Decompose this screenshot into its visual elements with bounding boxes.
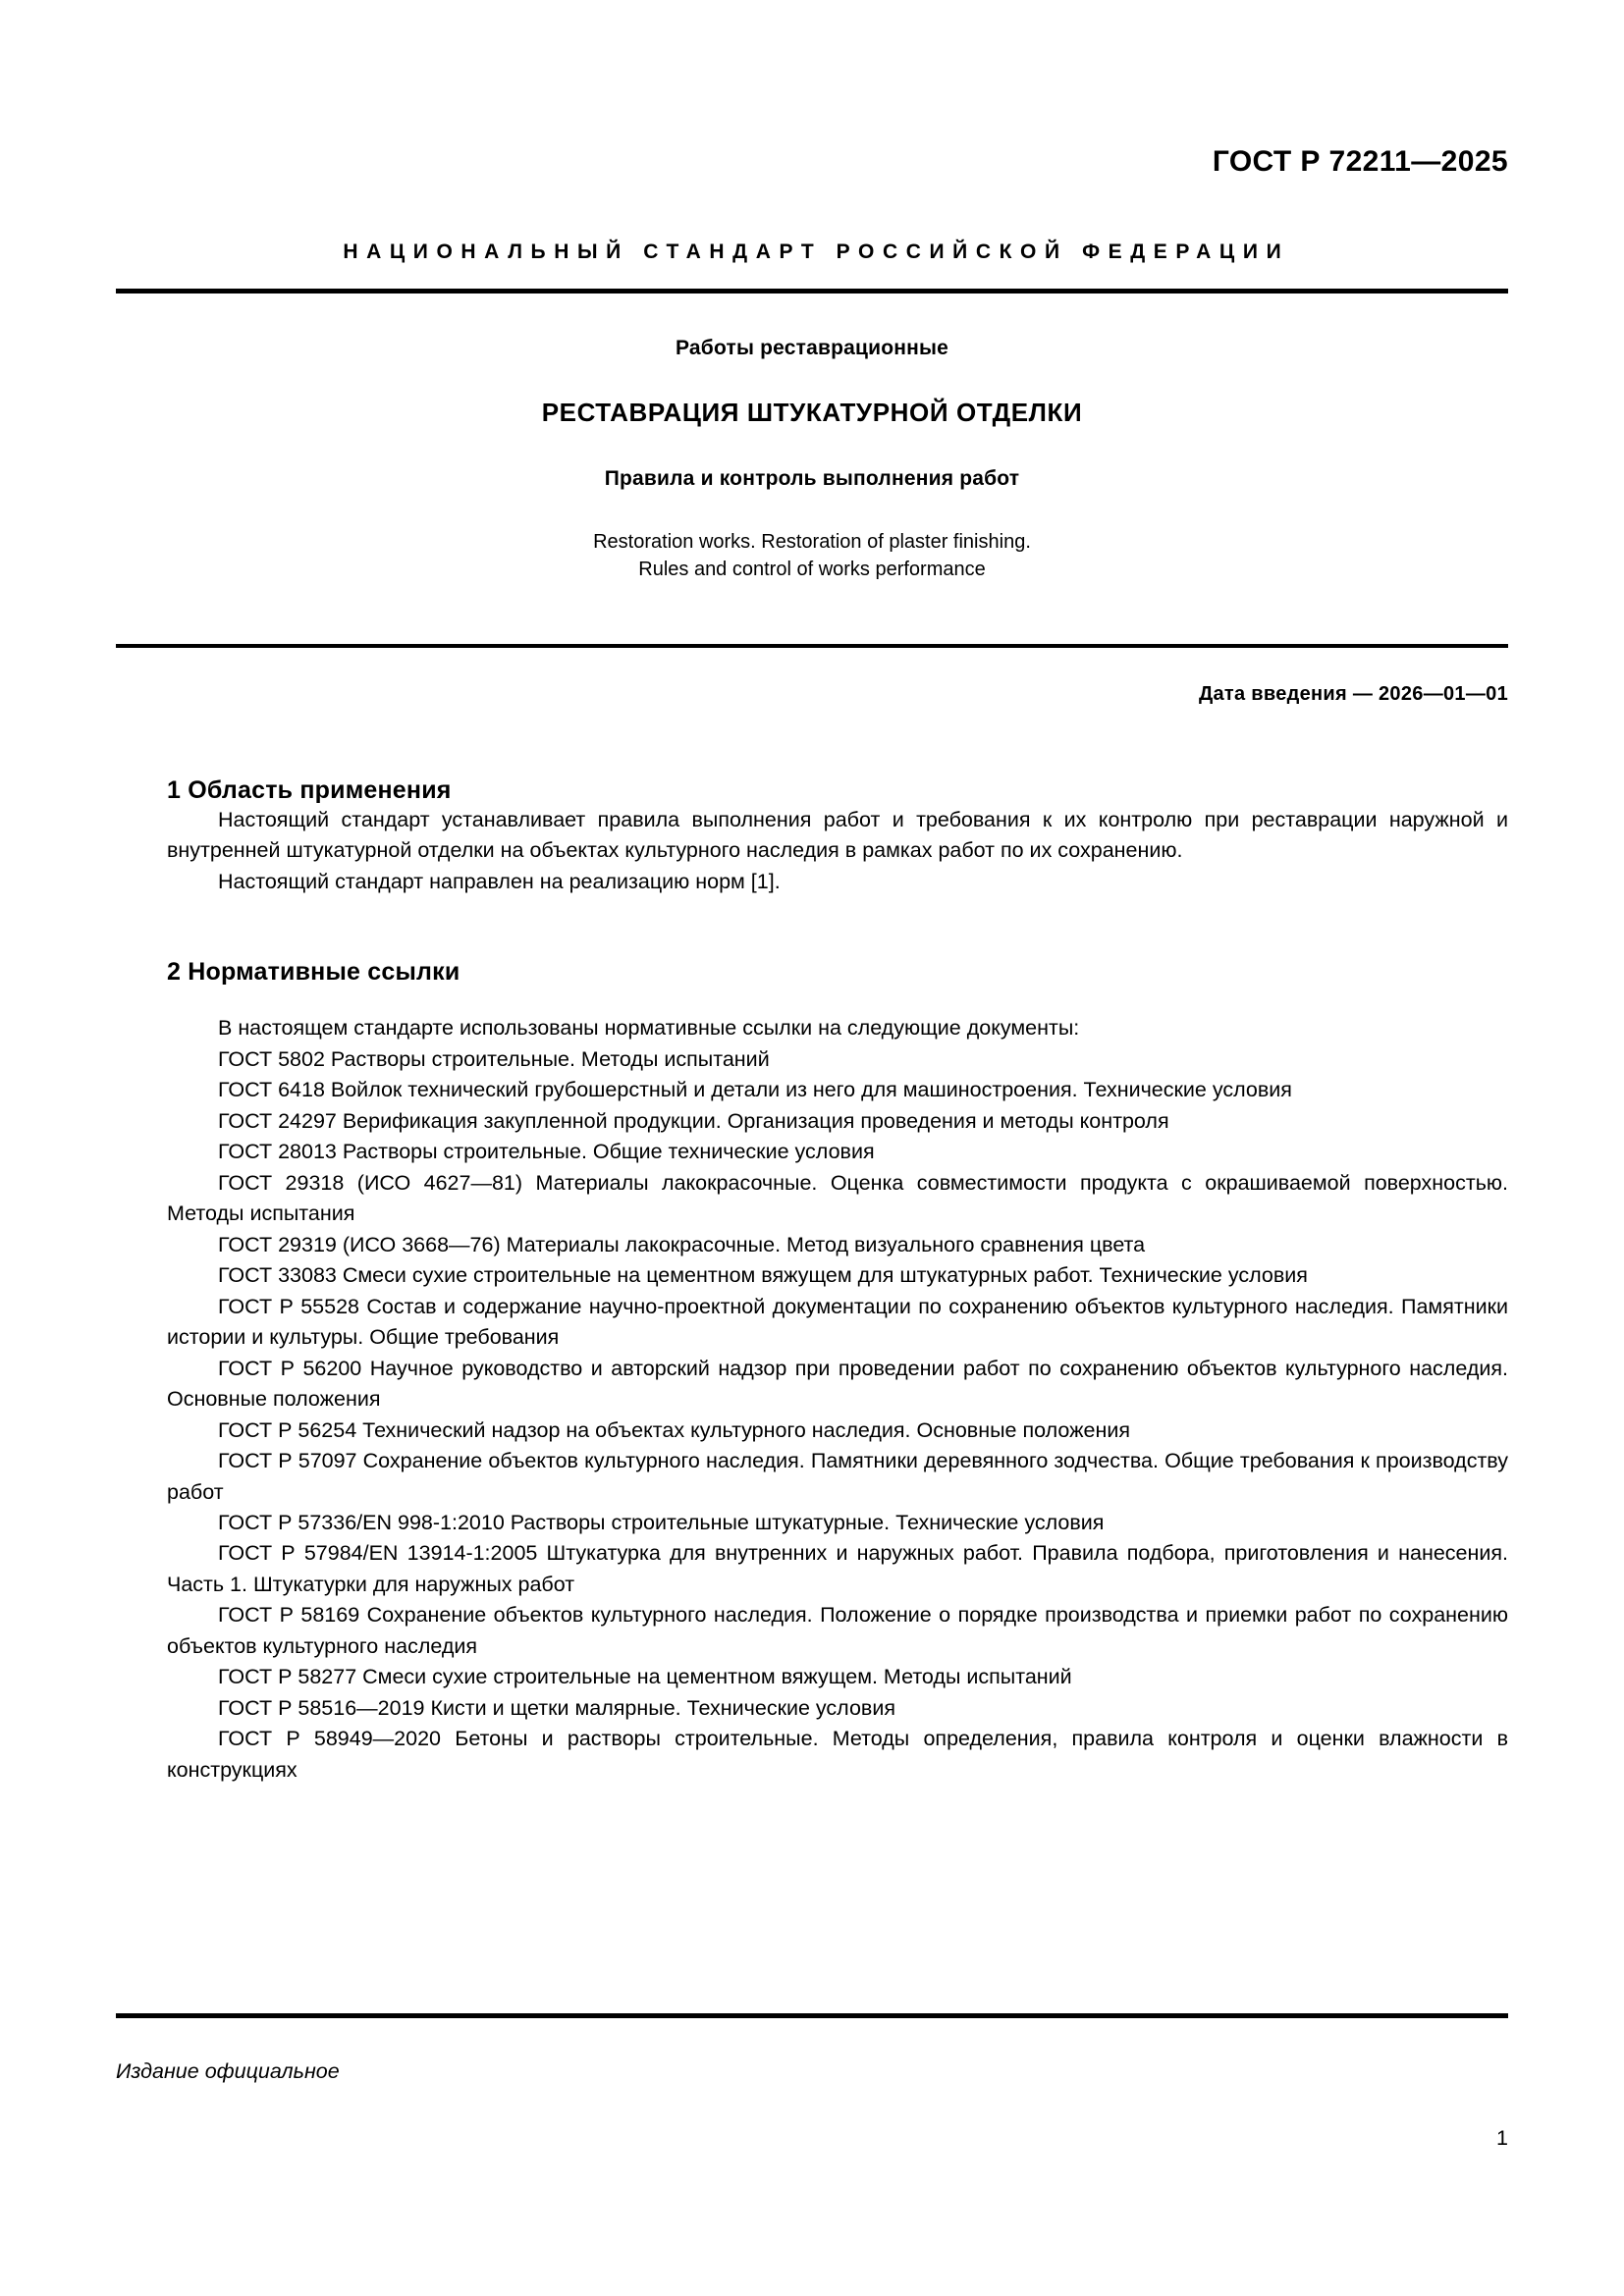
reference-item: ГОСТ Р 58277 Смеси сухие строительные на цементном вяжущем. Методы испытаний xyxy=(218,1665,1072,1689)
reference-item: ГОСТ 29318 (ИСО 4627—81) Материалы лакокрасочные. Оценка совместимости продукта с окрашиваемой поверхностью. Методы испытания xyxy=(167,1170,1508,1226)
reference-item: ГОСТ Р 58169 Сохранение объектов культурного наследия. Положение о порядке производства и приемки работ по сохранению объектов культурного наследия xyxy=(167,1603,1508,1658)
page-content xyxy=(116,0,1508,2296)
section-1-paragraph-1: Настоящий стандарт устанавливает правила выполнения работ и требования к их контролю при реставрации наружной и внутренней штукатурной отделки на объектах культурного наследия в рамках работ по их сохранению. xyxy=(167,807,1508,863)
reference-item: ГОСТ Р 57336/EN 998-1:2010 Растворы строительные штукатурные. Технические условия xyxy=(218,1510,1105,1534)
title-english-line-2: Rules and control of works performance xyxy=(638,559,986,581)
reference-item: ГОСТ Р 57097 Сохранение объектов культурного наследия. Памятники деревянного зодчества. Общие требования к производству работ xyxy=(167,1449,1508,1504)
standard-number: ГОСТ Р 72211—2025 xyxy=(1212,145,1508,178)
reference-item: ГОСТ 6418 Войлок технический грубошерстный и детали из него для машиностроения. Технические условия xyxy=(218,1078,1292,1102)
title-english-line-1: Restoration works. Restoration of plaster finishing. xyxy=(593,531,1031,553)
reference-item: ГОСТ Р 56254 Технический надзор на объектах культурного наследия. Основные положения xyxy=(218,1417,1130,1442)
reference-item: ГОСТ 28013 Растворы строительные. Общие технические условия xyxy=(218,1140,875,1164)
footer-rule xyxy=(116,2013,1508,2018)
section-2-lead: В настоящем стандарте использованы нормативные ссылки на следующие документы: xyxy=(218,1016,1080,1041)
reference-item: ГОСТ 24297 Верификация закупленной продукции. Организация проведения и методы контроля xyxy=(218,1108,1169,1133)
section-1-heading: 1 Область применения xyxy=(167,775,452,804)
page-number: 1 xyxy=(1496,2126,1508,2150)
section-1 xyxy=(116,776,1508,897)
introduction-date: Дата введения — 2026—01—01 xyxy=(1198,682,1508,705)
section-1-paragraph-2: Настоящий стандарт направлен на реализацию норм [1]. xyxy=(218,869,781,893)
reference-item: ГОСТ Р 58516—2019 Кисти и щетки малярные. Технические условия xyxy=(218,1695,895,1720)
title-block xyxy=(116,337,1508,619)
reference-item: ГОСТ Р 56200 Научное руководство и авторский надзор при проведении работ по сохранению объектов культурного наследия. Основные положения xyxy=(167,1356,1508,1412)
title-subtitle: Правила и контроль выполнения работ xyxy=(604,467,1020,490)
official-edition-note: Издание официальное xyxy=(116,2059,340,2083)
reference-item: ГОСТ 33083 Смеси сухие строительные на цементном вяжущем для штукатурных работ. Технические условия xyxy=(218,1263,1308,1288)
reference-item: ГОСТ Р 55528 Состав и содержание научно-проектной документации по сохранению объектов культурного наследия. Памятники истории и культуры. Общие требования xyxy=(167,1294,1508,1350)
reference-item: ГОСТ 29319 (ИСО 3668—76) Материалы лакокрасочные. Метод визуального сравнения цвета xyxy=(218,1232,1146,1256)
title-english xyxy=(116,528,1508,584)
page-title: РЕСТАВРАЦИЯ ШТУКАТУРНОЙ ОТДЕЛКИ xyxy=(541,398,1083,427)
section-2-heading: 2 Нормативные ссылки xyxy=(167,958,460,987)
header-rule-bottom xyxy=(116,644,1508,648)
section-2 xyxy=(116,958,1508,1786)
normative-references-list xyxy=(167,1013,1508,1786)
national-standard-line: НАЦИОНАЛЬНЫЙ СТАНДАРТ РОССИЙСКОЙ ФЕДЕРАЦИИ xyxy=(343,240,1290,263)
reference-item: ГОСТ Р 57984/EN 13914-1:2005 Штукатурка для внутренних и наружных работ. Правила подбора, приготовления и нанесения. Часть 1. Штукатурки для наружных работ xyxy=(167,1541,1508,1596)
reference-item: ГОСТ 5802 Растворы строительные. Методы испытаний xyxy=(218,1046,770,1071)
title-kind: Работы реставрационные xyxy=(675,337,949,359)
reference-item: ГОСТ Р 58949—2020 Бетоны и растворы строительные. Методы определения, правила контроля и оценки влажности в конструкциях xyxy=(167,1727,1508,1782)
header-rule-top xyxy=(116,289,1508,294)
